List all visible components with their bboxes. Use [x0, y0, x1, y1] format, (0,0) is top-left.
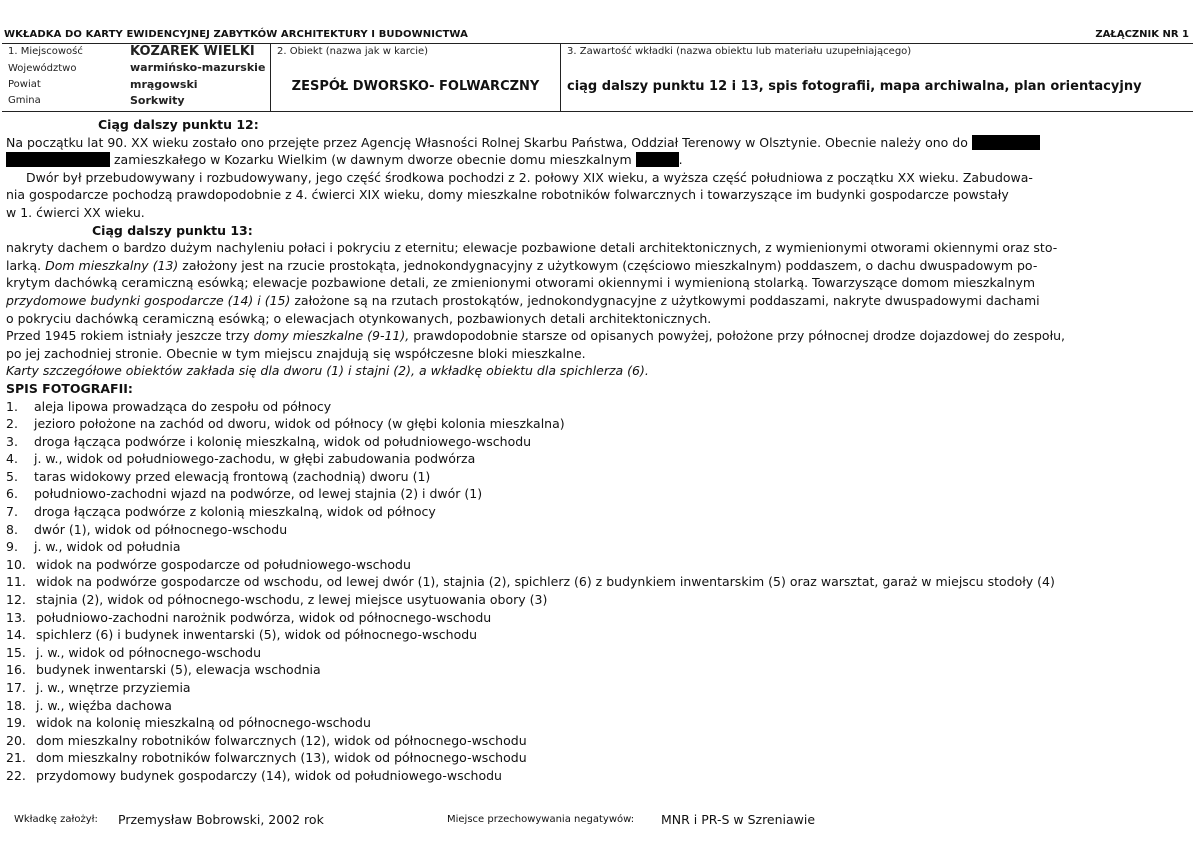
photo-number: 10. — [6, 556, 26, 572]
county-value: mrągowski — [130, 78, 198, 91]
document-body — [6, 116, 1190, 785]
object-label: 2. Obiekt (nazwa jak w karcie) — [277, 46, 429, 57]
photo-list-item — [6, 661, 1190, 679]
photo-number: 22. — [6, 767, 26, 783]
photo-list-item — [6, 556, 1190, 574]
photo-list-item — [6, 626, 1190, 644]
photo-list-item — [6, 767, 1190, 785]
photo-description: stajnia (2), widok od północnego-wschodu, z lewej miejsce usytuowania obory (3) — [36, 592, 548, 608]
photo-number: 12. — [6, 592, 26, 608]
location-label: 1. Miejscowość — [8, 46, 83, 57]
section-13-line-6 — [6, 327, 1190, 345]
section-13-line-5: o pokryciu dachówką ceramiczną esówką; o elewacjach otynkowanych, pozbawionych detali architektonicznych. — [6, 310, 712, 326]
photo-number: 18. — [6, 697, 26, 713]
commune-value: Sorkwity — [130, 94, 185, 107]
commune-label: Gmina — [8, 95, 41, 106]
photo-list-item — [6, 714, 1190, 732]
photo-description: j. w., widok od południowego-zachodu, w głębi zabudowania podwórza — [34, 451, 476, 467]
content-cell — [561, 44, 1193, 111]
photo-list-title: SPIS FOTOGRAFII: — [6, 380, 133, 396]
photo-number: 14. — [6, 627, 26, 643]
photo-list-item — [6, 415, 1190, 433]
metadata-table — [2, 44, 1193, 112]
document-footer — [0, 812, 1199, 832]
section-12-paragraph-2-line-2: nia gospodarcze pochodzą prawdopodobnie z 4. ćwierci XIX wieku, domy mieszkalne robotników folwarcznych i towarzyszące im budynki gospodarcze powstały — [6, 187, 1009, 203]
photo-description: dom mieszkalny robotników folwarcznych (12), widok od północnego-wschodu — [36, 732, 527, 748]
photo-number: 2. — [6, 416, 18, 432]
photo-description: aleja lipowa prowadząca do zespołu od północy — [34, 398, 332, 414]
photo-number: 6. — [6, 486, 18, 502]
photo-list-item — [6, 609, 1190, 627]
object-value: ZESPÓŁ DWORSKO- FOLWARCZNY — [291, 79, 540, 94]
author-value: Przemysław Bobrowski, 2002 rok — [118, 812, 324, 827]
content-label: 3. Zawartość wkładki (nazwa obiektu lub materiału uzupełniającego) — [567, 46, 912, 57]
photo-description: dwór (1), widok od północnego-wschodu — [34, 521, 288, 537]
section-13-line-7: po jej zachodniej stronie. Obecnie w tym miejscu znajdują się współczesne bloki mieszkalne. — [6, 345, 586, 361]
photo-number: 21. — [6, 750, 26, 766]
photo-list-item — [6, 433, 1190, 451]
storage-label: Miejsce przechowywania negatywów: — [447, 814, 635, 825]
redaction-box — [636, 152, 679, 167]
photo-description: j. w., wnętrze przyziemia — [36, 680, 191, 695]
county-label: Powiat — [8, 79, 41, 90]
photo-description: budynek inwentarski (5), elewacja wschodnia — [36, 662, 321, 678]
section-13-line-4-italic: przydomowe budynki gospodarcze (14) i (15) — [6, 292, 291, 308]
section-12-paragraph-2-line-1: Dwór był przebudowywany i rozbudowywany, jego część środkowa pochodzi z 2. połowy XIX wieku, a wyższa część południowa z początku XX wieku. Zabudowa- — [26, 169, 1033, 185]
photo-number: 13. — [6, 609, 26, 625]
photo-list-item — [6, 679, 1190, 697]
photo-list-item — [6, 468, 1190, 486]
photo-description: południowo-zachodni wjazd na podwórze, od lewej stajnia (2) i dwór (1) — [34, 486, 483, 502]
photo-description: widok na kolonię mieszkalną od północnego-wschodu — [36, 715, 371, 731]
photo-number: 7. — [6, 504, 18, 520]
section-12-title: Ciąg dalszy punktu 12: — [98, 117, 259, 132]
section-12-paragraph-2-line-3: w 1. ćwierci XX wieku. — [6, 204, 145, 220]
section-13-line-4-b: założone są na rzutach prostokątów, jednokondygnacyjne z użytkowymi poddaszami, nakryte dwuspadowymi dachami — [290, 292, 1040, 308]
photo-description: j. w., widok od południa — [34, 539, 181, 555]
section-13-line-1: nakryty dachem o bardzo dużym nachyleniu połaci i pokryciu z eternitu; elewacje pozbawione detali architektonicznych, z wymienionymi otworami okiennymi oraz sto- — [6, 240, 1058, 256]
photo-number: 5. — [6, 468, 18, 484]
section-13-line-2-italic: Dom mieszkalny (13) — [45, 257, 179, 273]
section-13-line-6-a: Przed 1945 rokiem istniały jeszcze trzy — [6, 328, 254, 344]
redaction-box — [972, 135, 1040, 150]
photo-description: południowo-zachodni narożnik podwórza, widok od północnego-wschodu — [36, 609, 492, 625]
photo-description: j. w., widok od północnego-wschodu — [36, 644, 262, 660]
voivodeship-label: Województwo — [8, 63, 77, 74]
photo-description: droga łącząca podwórze z kolonią mieszkalną, widok od północy — [34, 504, 436, 520]
section-13-line-3: krytym dachówką ceramiczną esówką; elewacje pozbawione detali, ze zmienionymi otworami okiennymi i wymienioną stolarką. Towarzyszące domom mieszkalnym — [6, 275, 1036, 291]
photo-description: j. w., więźba dachowa — [36, 697, 172, 713]
location-cell — [2, 44, 271, 111]
section-13-title: Ciąg dalszy punktu 13: — [92, 222, 253, 238]
attachment-number: ZAŁĄCZNIK NR 1 — [1095, 29, 1189, 40]
section-13-line-2 — [6, 257, 1190, 275]
section-12-paragraph-1 — [6, 134, 1190, 152]
section-12-text-c: . — [678, 152, 683, 168]
photo-list-item — [6, 697, 1190, 715]
photo-list-item — [6, 521, 1190, 539]
section-13-line-2-a: larką. — [6, 257, 46, 273]
photo-description: spichlerz (6) i budynek inwentarski (5), widok od północnego-wschodu — [36, 627, 478, 643]
photo-number: 9. — [6, 539, 18, 555]
photo-description: dom mieszkalny robotników folwarcznych (13), widok od północnego-wschodu — [36, 750, 527, 766]
photo-description: droga łącząca podwórze i kolonię mieszkalną, widok od południowego-wschodu — [34, 433, 532, 449]
photo-list-item — [6, 450, 1190, 468]
object-cell — [271, 44, 561, 111]
section-12-text-b: zamieszkałego w Kozarku Wielkim (w dawnym dworze obecnie domu mieszkalnym — [110, 152, 636, 168]
photo-description: widok na podwórze gospodarcze od wschodu, od lewej dwór (1), stajnia (2), spichlerz (6) z budynkiem inwentarskim (5) oraz warsztat, garaż w miejscu stodoły (4) — [36, 574, 1055, 590]
photo-list-item — [6, 644, 1190, 662]
photo-number: 4. — [6, 451, 18, 467]
redaction-box — [6, 152, 110, 167]
photo-list-item — [6, 503, 1190, 521]
photo-number: 16. — [6, 662, 26, 678]
photo-list-item — [6, 732, 1190, 750]
author-label: Wkładkę założył: — [14, 814, 98, 825]
photo-number: 1. — [6, 398, 18, 414]
photo-description: widok na podwórze gospodarcze od południowego-wschodu — [36, 556, 411, 572]
voivodeship-value: warmińsko-mazurskie — [130, 61, 266, 74]
photo-list — [6, 398, 1190, 785]
photo-description: jezioro położone na zachód od dworu, widok od północy (w głębi kolonia mieszkalna) — [34, 416, 565, 432]
photo-description: przydomowy budynek gospodarczy (14), widok od południowego-wschodu — [36, 767, 502, 783]
section-12-paragraph-1-cont — [6, 151, 1190, 169]
document-header — [4, 29, 1195, 43]
photo-list-item — [6, 398, 1190, 416]
location-value: KOZAREK WIELKI — [130, 44, 255, 59]
section-13-line-2-b: założony jest na rzucie prostokąta, jednokondygnacyjny z użytkowym (częściowo mieszkalnym) poddaszem, o dachu dwuspadowym po- — [178, 257, 1038, 273]
photo-list-item — [6, 485, 1190, 503]
photo-number: 19. — [6, 715, 26, 731]
document-title: WKŁADKA DO KARTY EWIDENCYJNEJ ZABYTKÓW ARCHITEKTURY I BUDOWNICTWA — [4, 29, 468, 40]
photo-number: 17. — [6, 680, 26, 695]
photo-number: 11. — [6, 574, 26, 590]
photo-number: 15. — [6, 644, 26, 660]
section-13-line-6-italic: domy mieszkalne (9-11), — [253, 328, 410, 344]
photo-list-item — [6, 573, 1190, 591]
photo-number: 3. — [6, 433, 18, 449]
storage-value: MNR i PR-S w Szreniawie — [661, 812, 816, 827]
section-13-line-6-b: prawdopodobnie starsze od opisanych powyżej, położone przy północnej drodze dojazdowej do zespołu, — [409, 328, 1066, 344]
photo-list-item — [6, 591, 1190, 609]
photo-description: taras widokowy przed elewacją frontową (zachodnią) dworu (1) — [34, 468, 431, 484]
photo-list-item — [6, 749, 1190, 767]
photo-number: 20. — [6, 732, 26, 748]
photo-number: 8. — [6, 521, 18, 537]
section-13-line-4 — [6, 292, 1190, 310]
section-12-text-a: Na początku lat 90. XX wieku zostało ono przejęte przez Agencję Własności Rolnej Skarbu Państwa, Oddział Terenowy w Olsztynie. Obecnie należy ono do — [6, 134, 972, 150]
section-13-line-8: Karty szczegółowe obiektów zakłada się dla dworu (1) i stajni (2), a wkładkę obiektu dla spichlerza (6). — [6, 363, 649, 379]
photo-list-item — [6, 538, 1190, 556]
content-value: ciąg dalszy punktu 12 i 13, spis fotografii, mapa archiwalna, plan orientacyjny — [567, 79, 1142, 94]
